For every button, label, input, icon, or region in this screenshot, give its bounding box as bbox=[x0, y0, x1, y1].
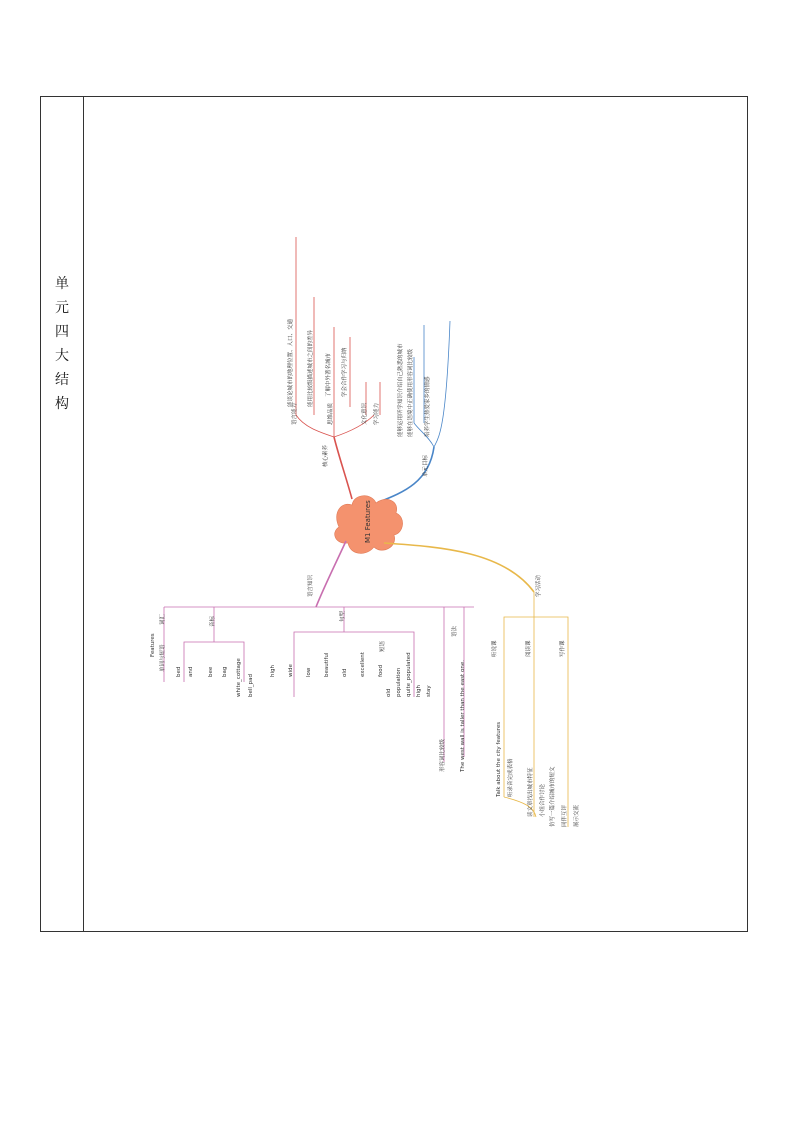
connector bbox=[344, 632, 414, 697]
group-label: 短语 bbox=[380, 640, 386, 652]
connector bbox=[316, 541, 346, 607]
leaf-label: 思维品质 bbox=[328, 402, 334, 425]
row-label bbox=[41, 272, 83, 416]
branch-label-pink: 语言知识 bbox=[308, 574, 314, 597]
leaf-label: 展示交流 bbox=[574, 804, 580, 827]
leaf-label: 同伴互评 bbox=[562, 804, 568, 827]
leaf-label: 读文章找出城市特征 bbox=[528, 767, 534, 817]
row-label-cell bbox=[41, 97, 84, 931]
leaf-label: white_cottage bbox=[236, 658, 242, 697]
leaf-label: 单词与短语 bbox=[160, 644, 166, 672]
mind-map bbox=[84, 97, 748, 931]
detail-text: 培养学生热爱家乡的情感 bbox=[425, 376, 431, 437]
leaf-label: low bbox=[306, 667, 312, 677]
detail-text: 能谈论城市的地理位置、人口、交通 bbox=[288, 318, 294, 407]
group-label: 写作课 bbox=[560, 640, 566, 657]
connector bbox=[294, 632, 344, 697]
leaf-label: excellent bbox=[360, 652, 366, 677]
leaf-label: high bbox=[416, 685, 422, 697]
leaf-label: The west wall is taller than the east one. bbox=[460, 660, 466, 772]
branch-blue bbox=[379, 321, 450, 502]
connector bbox=[434, 321, 450, 447]
detail-text: 学会合作学习与归纳 bbox=[342, 347, 348, 397]
group-label: 听说课 bbox=[492, 640, 498, 657]
leaf-label: bee bbox=[208, 666, 214, 677]
row-label-char: 元 bbox=[55, 300, 69, 316]
center-label: M1 Features bbox=[364, 500, 372, 543]
leaf-label: 形容词比较级 bbox=[440, 738, 446, 772]
leaf-label: 语言能力 bbox=[292, 402, 298, 425]
detail-text: 能够在语境中正确使用形容词比较级 bbox=[408, 348, 414, 437]
leaf-label: quite_populated bbox=[406, 652, 412, 697]
detail-text: 能够运用所学知识介绍自己熟悉的城市 bbox=[398, 343, 404, 437]
leaf-label: 学习能力 bbox=[374, 402, 380, 425]
detail-text: 了解中外著名城市 bbox=[326, 352, 332, 397]
leaf-label: old bbox=[386, 688, 392, 697]
group-label: 音标 bbox=[210, 615, 216, 627]
leaf-label: and bbox=[188, 666, 194, 677]
row-label-char: 单 bbox=[55, 276, 69, 292]
leaf-label: bed bbox=[176, 666, 182, 677]
group-label: 词汇 bbox=[160, 613, 166, 625]
leaf-label: Features bbox=[150, 633, 156, 657]
leaf-label: wide bbox=[288, 664, 294, 677]
leaf-label: 仿写一篇介绍城市的短文 bbox=[550, 766, 556, 827]
leaf-label: high bbox=[270, 665, 276, 677]
connector bbox=[334, 415, 374, 437]
row-label-char: 四 bbox=[55, 324, 69, 340]
branch-label-blue: 单元目标 bbox=[423, 454, 429, 477]
leaf-label: old bbox=[342, 668, 348, 677]
leaf-label: bag bbox=[222, 666, 228, 677]
group-label: 语法 bbox=[452, 625, 458, 637]
detail-text: 能用比较级描述城市之间的差异 bbox=[308, 329, 314, 407]
leaf-label: bell_pad bbox=[248, 673, 254, 697]
leaf-label: 文化意识 bbox=[362, 402, 368, 425]
leaf-label: 听录音完成表格 bbox=[508, 758, 514, 797]
group-label: 阅读课 bbox=[526, 640, 532, 657]
branch-pink bbox=[164, 541, 474, 762]
leaf-label: stay bbox=[426, 685, 432, 697]
group-label: 句型 bbox=[340, 610, 346, 622]
unit-structure-table bbox=[40, 96, 748, 932]
connector bbox=[414, 423, 434, 447]
connector bbox=[334, 437, 352, 499]
connector bbox=[384, 543, 534, 592]
row-label-char: 结 bbox=[55, 372, 69, 388]
leaf-label: beautiful bbox=[324, 652, 330, 677]
mind-map-cell bbox=[84, 97, 747, 931]
row-label-char: 大 bbox=[55, 348, 69, 364]
leaf-label: population bbox=[396, 667, 402, 697]
branch-label-orange: 学习活动 bbox=[536, 574, 542, 597]
leaf-label: food bbox=[378, 664, 384, 677]
branch-label-red: 核心素养 bbox=[323, 444, 329, 467]
row-label-char: 构 bbox=[55, 396, 69, 412]
leaf-label: Talk about the city features bbox=[496, 721, 502, 797]
leaf-label: 小组合作讨论 bbox=[540, 783, 546, 817]
